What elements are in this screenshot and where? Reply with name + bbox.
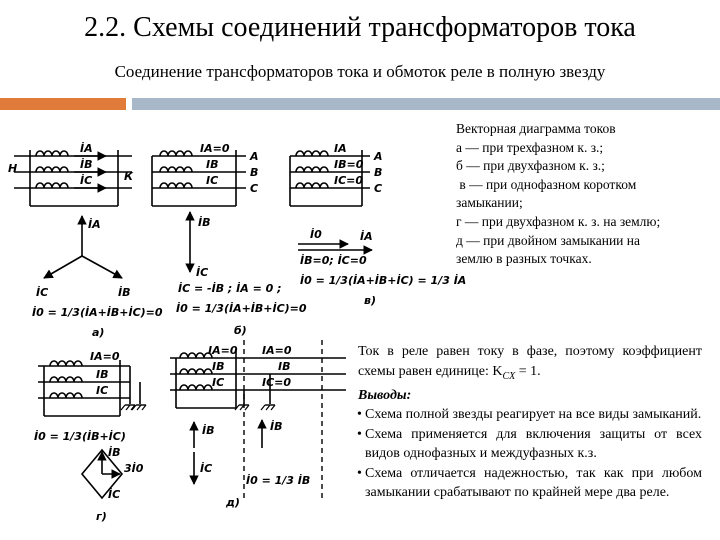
panel-a-vec-c: İC — [36, 286, 49, 299]
panel-b-current-c: IC — [206, 174, 219, 187]
panel-d-ground-1 — [235, 405, 249, 410]
panel-v-wire-c: C — [374, 182, 383, 195]
panel-g-formula: İ0 = 1/3(İB+İC) — [34, 430, 126, 443]
panel-d-ground-2 — [261, 405, 275, 410]
legend-line: замыкании; — [456, 195, 523, 211]
relay-current-statement: Ток в реле равен току в фазе, поэтому коэффициент схемы равен единице: $K_{CX} = 1$. — [358, 344, 702, 382]
conclusions-list — [358, 405, 702, 503]
panel-b-caption: б) — [234, 324, 247, 337]
panel-v-wire-a: A — [374, 150, 383, 163]
panel-b-vec-c: İC — [196, 266, 209, 279]
panel-b-wire-c: C — [250, 182, 259, 195]
panel-d-right-current-b: IB — [278, 360, 291, 373]
panel-b-current-a: IA=0 — [200, 142, 230, 155]
panel-a-vec-b: İB — [118, 286, 131, 299]
legend-line: в — при однофазном коротком — [456, 176, 637, 192]
panel-a-letter-h: Н — [8, 162, 18, 175]
panel-d-left-current-a: IA=0 — [208, 344, 238, 357]
legend-line: г — при двухфазном к. з. на землю; — [456, 213, 661, 229]
conclusion-item: • Схема применяется для включения защиты от всех видов однофазных и междуфазных к.з. — [358, 425, 702, 464]
panel-v-current-c: IC=0 — [334, 174, 364, 187]
panel-v-vectors — [298, 244, 372, 250]
slide-subtitle: Соединение трансформаторов тока и обмоток реле в полную звезду — [114, 62, 606, 81]
panel-d-right-current-a: IA=0 — [262, 344, 292, 357]
panel-g-vec-b: İB — [108, 446, 121, 459]
panel-v-current-b: IB=0 — [334, 158, 364, 171]
panel-d-circuit — [170, 350, 346, 408]
panel-v-vec-a: İA — [360, 230, 373, 243]
panel-v-wire-b: B — [374, 166, 383, 179]
panel-g-vec-c: İC — [108, 488, 121, 501]
panel-b-wire-a: A — [250, 150, 259, 163]
panel-v-formula-2: İ0 = 1/3(İA+İB+İC) = 1/3 İA — [300, 274, 467, 287]
legend-line: Векторная диаграмма токов — [456, 121, 616, 136]
panel-d-left-current-b: IB — [212, 360, 225, 373]
panel-a-formula: İ0 = 1/3(İA+İB+İC)=0 — [32, 306, 163, 319]
panel-v-vec-0: İ0 — [310, 228, 322, 241]
panel-g-circuit — [38, 360, 140, 416]
panel-b-current-b: IB — [206, 158, 219, 171]
panel-a-caption: а) — [92, 326, 105, 339]
legend-line: д — при двойном замыкании на — [456, 232, 641, 248]
conclusion-item: • Схема полной звезды реагирует на все виды замыканий. — [358, 405, 702, 425]
panel-g-current-a: IA=0 — [90, 350, 120, 363]
panel-a-current-b: İB — [80, 158, 93, 171]
panel-b-circuit — [152, 150, 246, 206]
panel-g-current-c: IC — [96, 384, 109, 397]
panel-b-wire-b: B — [250, 166, 259, 179]
panel-d-vec-b-left: İB — [202, 424, 215, 437]
panel-v-current-a: IA — [334, 142, 347, 155]
conclusions-heading: Выводы: — [358, 387, 412, 403]
panel-d-caption: д) — [226, 496, 240, 509]
conclusion-item: • Схема отличается надежностью, так как при любом замыкании срабатывают по крайней мере два реле. — [358, 464, 702, 503]
slide-title: 2.2. Схемы соединений трансформаторов тока — [84, 12, 636, 43]
panel-a-current-a: İA — [80, 142, 93, 155]
panel-d-formula: İ0 = 1/3 İB — [246, 474, 311, 487]
panel-g-vec-0: 3İ0 — [124, 462, 144, 475]
panel-b-vec-b: İB — [198, 216, 211, 229]
vector-diagram-legend — [456, 120, 716, 269]
panel-d-vec-b-right: İB — [270, 420, 283, 433]
panel-a-vec-a: İA — [88, 218, 101, 231]
panel-a-letter-k: К — [124, 170, 133, 183]
panel-d-vec-c: İC — [200, 462, 213, 475]
panel-b-formula-1: İC = -İB ; İA = 0 ; — [178, 282, 282, 295]
panel-a-vector-star — [44, 216, 122, 278]
panel-a-current-c: İC — [80, 174, 93, 187]
panel-b-formula-2: İ0 = 1/3(İA+İB+İC)=0 — [176, 302, 307, 315]
conclusions-block — [358, 342, 702, 503]
legend-line: землю в разных точках. — [456, 251, 592, 267]
panel-g-caption: г) — [96, 510, 107, 523]
panel-a-circuit — [14, 150, 132, 206]
legend-line: а — при трехфазном к. з.; — [456, 139, 604, 155]
panel-v-formula-1: İB=0; İC=0 — [300, 254, 367, 267]
legend-line: б — при двухфазном к. з.; — [456, 158, 605, 174]
panel-d-left-current-c: IC — [212, 376, 225, 389]
panel-v-caption: в) — [364, 294, 376, 307]
panel-g-current-b: IB — [96, 368, 109, 381]
panel-d-right-current-c: IC=0 — [262, 376, 292, 389]
